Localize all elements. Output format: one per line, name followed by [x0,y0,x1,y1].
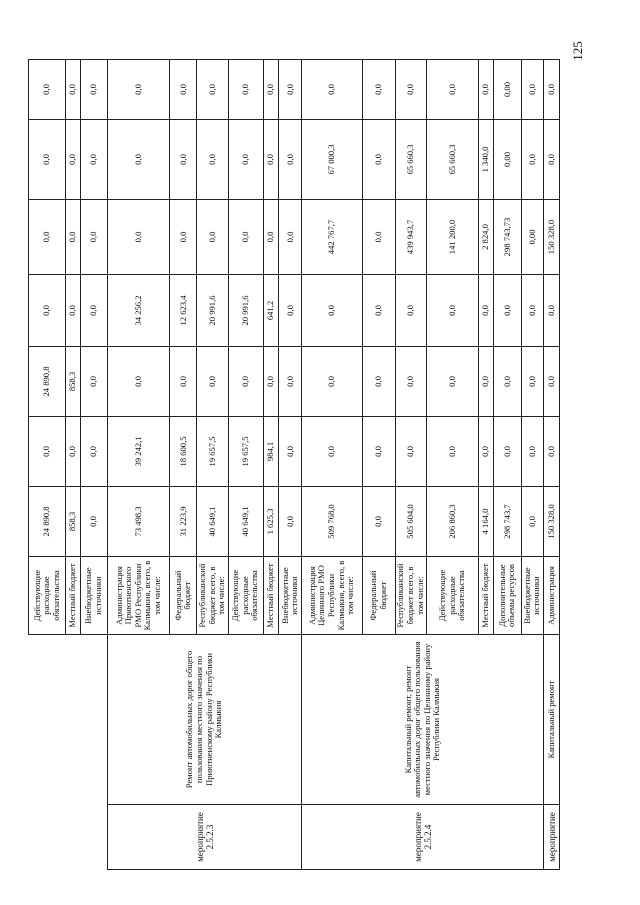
value-cell: 1 340,0 [478,120,494,200]
value-cell: 858,3 [66,487,81,557]
event-code: мероприятие 2.5.2.3 [107,805,301,870]
value-cell: 0,0 [362,417,395,487]
value-cell: 0,0 [302,417,362,487]
value-cell: 0,0 [494,417,521,487]
event-description [29,635,108,805]
table-row [302,60,362,870]
value-cell: 298 743,7 [494,487,521,557]
value-cell: 0,0 [197,347,228,417]
value-cell: 0,0 [426,347,478,417]
value-cell: 20 991,6 [228,275,263,347]
funding-source: Местный бюджет [263,557,279,635]
value-cell: 0,0 [80,200,107,275]
event-description: Ремонт автомобильных дорог общего пользования местного значения по Приютненскому району Республики Калмыкия [107,635,301,805]
value-cell: 0,0 [494,275,521,347]
funding-source: Местный бюджет [478,557,494,635]
event-code [29,805,108,870]
funding-source: Внебюджетные источники [521,557,544,635]
event-description: Капитальный ремонт [544,635,560,805]
funding-source: Местный бюджет [66,557,81,635]
value-cell: 0,0 [107,200,169,275]
value-cell: 4 164,0 [478,487,494,557]
value-cell: 0,0 [228,200,263,275]
value-cell: 0,0 [279,417,302,487]
value-cell: 0,0 [66,275,81,347]
value-cell: 0,0 [107,347,169,417]
value-cell: 65 660,3 [395,120,426,200]
value-cell: 0,0 [170,200,197,275]
value-cell: 0,0 [544,347,560,417]
value-cell: 0,0 [521,275,544,347]
value-cell: 0,0 [29,275,66,347]
value-cell: 0,0 [521,417,544,487]
value-cell: 0,0 [29,60,66,120]
value-cell: 19 657,5 [228,417,263,487]
value-cell: 0,0 [478,275,494,347]
funding-source: Администрация Целинного РМО Республики Калмыкия, всего, в том числе: [302,557,362,635]
funding-source: Федеральный бюджет [362,557,395,635]
value-cell: 0,0 [521,487,544,557]
value-cell: 0,0 [228,347,263,417]
value-cell: 0,0 [362,275,395,347]
funding-source: Внебюджетные источники [279,557,302,635]
value-cell: 0,0 [279,200,302,275]
value-cell: 141 200,0 [426,200,478,275]
value-cell: 0,0 [228,120,263,200]
value-cell: 0,0 [302,275,362,347]
value-cell: 0,0 [263,200,279,275]
value-cell: 0,0 [362,60,395,120]
value-cell: 0,0 [263,347,279,417]
value-cell: 31 223,9 [170,487,197,557]
value-cell: 40 649,1 [197,487,228,557]
value-cell: 0,00 [494,60,521,120]
value-cell: 0,0 [395,347,426,417]
value-cell: 0,0 [362,347,395,417]
value-cell: 0,0 [197,200,228,275]
funding-source: Республиканский бюджет всего, в том числе: [395,557,426,635]
value-cell: 67 000,3 [302,120,362,200]
value-cell: 0,0 [362,200,395,275]
value-cell: 509 768,0 [302,487,362,557]
value-cell: 0,0 [395,275,426,347]
value-cell: 19 657,5 [197,417,228,487]
value-cell: 0,0 [80,487,107,557]
value-cell: 73 498,3 [107,487,169,557]
funding-source: Действующие расходные обязательства [426,557,478,635]
value-cell: 0,00 [494,120,521,200]
value-cell: 0,0 [170,120,197,200]
value-cell: 0,0 [279,347,302,417]
value-cell: 984,1 [263,417,279,487]
value-cell: 0,0 [362,487,395,557]
funding-source: Администрация [544,557,560,635]
value-cell: 0,0 [29,200,66,275]
value-cell: 0,0 [426,60,478,120]
table-row [29,60,66,870]
value-cell: 0,0 [80,275,107,347]
event-code: мероприятие [544,805,560,870]
value-cell: 0,0 [80,60,107,120]
value-cell: 0,0 [544,275,560,347]
value-cell: 1 625,3 [263,487,279,557]
event-code: мероприятие 2.5.2.4 [302,805,544,870]
value-cell: 0,0 [80,417,107,487]
value-cell: 0,0 [66,417,81,487]
funding-source: Внебюджетные источники [80,557,107,635]
value-cell: 0,0 [263,120,279,200]
value-cell: 0,0 [263,60,279,120]
value-cell: 2 824,0 [478,200,494,275]
value-cell: 0,0 [170,60,197,120]
funding-source: Администрация Приютненского РМО Республики Калмыкия, всего, в том числе: [107,557,169,635]
table-row [107,60,169,870]
value-cell: 0,0 [80,347,107,417]
value-cell: 0,0 [29,417,66,487]
value-cell: 0,0 [478,417,494,487]
value-cell: 0,0 [279,60,302,120]
value-cell: 641,2 [263,275,279,347]
value-cell: 0,0 [521,347,544,417]
value-cell: 0,0 [362,120,395,200]
value-cell: 0,0 [197,60,228,120]
value-cell: 505 604,0 [395,487,426,557]
value-cell: 442 767,7 [302,200,362,275]
funding-source: Действующие расходные обязательства [29,557,66,635]
page-number: 125 [570,41,585,61]
value-cell: 150 328,0 [544,200,560,275]
funding-source: Федеральный бюджет [170,557,197,635]
value-cell: 0,0 [228,60,263,120]
value-cell: 34 256,2 [107,275,169,347]
value-cell: 0,00 [521,200,544,275]
value-cell: 65 660,3 [426,120,478,200]
value-cell: 12 623,4 [170,275,197,347]
value-cell: 0,0 [279,120,302,200]
value-cell: 858,3 [66,347,81,417]
value-cell: 0,0 [544,60,560,120]
value-cell: 0,0 [107,120,169,200]
value-cell: 39 242,1 [107,417,169,487]
value-cell: 0,0 [494,347,521,417]
rotated-table-container [28,60,560,870]
value-cell: 0,0 [478,347,494,417]
event-description: Капитальный ремонт, ремонт автомобильных дорог общего пользования местного значения по Целинному району Республики Калмыкия [302,635,544,805]
value-cell: 0,0 [302,60,362,120]
value-cell: 0,0 [66,120,81,200]
table-row [544,60,560,870]
value-cell: 0,0 [279,487,302,557]
value-cell: 0,0 [107,60,169,120]
funding-source: Республиканский бюджет всего, в том числе: [197,557,228,635]
value-cell: 24 890,8 [29,347,66,417]
value-cell: 0,0 [29,120,66,200]
value-cell: 0,0 [66,60,81,120]
funding-source: Дополнительные объемы ресурсов [494,557,521,635]
value-cell: 0,0 [80,120,107,200]
value-cell: 0,0 [395,60,426,120]
value-cell: 298 743,73 [494,200,521,275]
value-cell: 0,0 [478,60,494,120]
value-cell: 0,0 [544,417,560,487]
value-cell: 0,0 [170,347,197,417]
value-cell: 0,0 [521,60,544,120]
value-cell: 0,0 [426,417,478,487]
value-cell: 0,0 [66,200,81,275]
value-cell: 0,0 [279,275,302,347]
value-cell: 24 890,8 [29,487,66,557]
value-cell: 0,0 [302,347,362,417]
value-cell: 20 991,6 [197,275,228,347]
funding-table [28,59,560,870]
value-cell: 40 649,1 [228,487,263,557]
value-cell: 0,0 [395,417,426,487]
value-cell: 0,0 [544,120,560,200]
value-cell: 0,0 [521,120,544,200]
value-cell: 0,0 [426,275,478,347]
funding-source: Действующие расходные обязательства [228,557,263,635]
value-cell: 206 860,3 [426,487,478,557]
value-cell: 0,0 [197,120,228,200]
value-cell: 439 943,7 [395,200,426,275]
value-cell: 18 600,5 [170,417,197,487]
value-cell: 150 328,0 [544,487,560,557]
